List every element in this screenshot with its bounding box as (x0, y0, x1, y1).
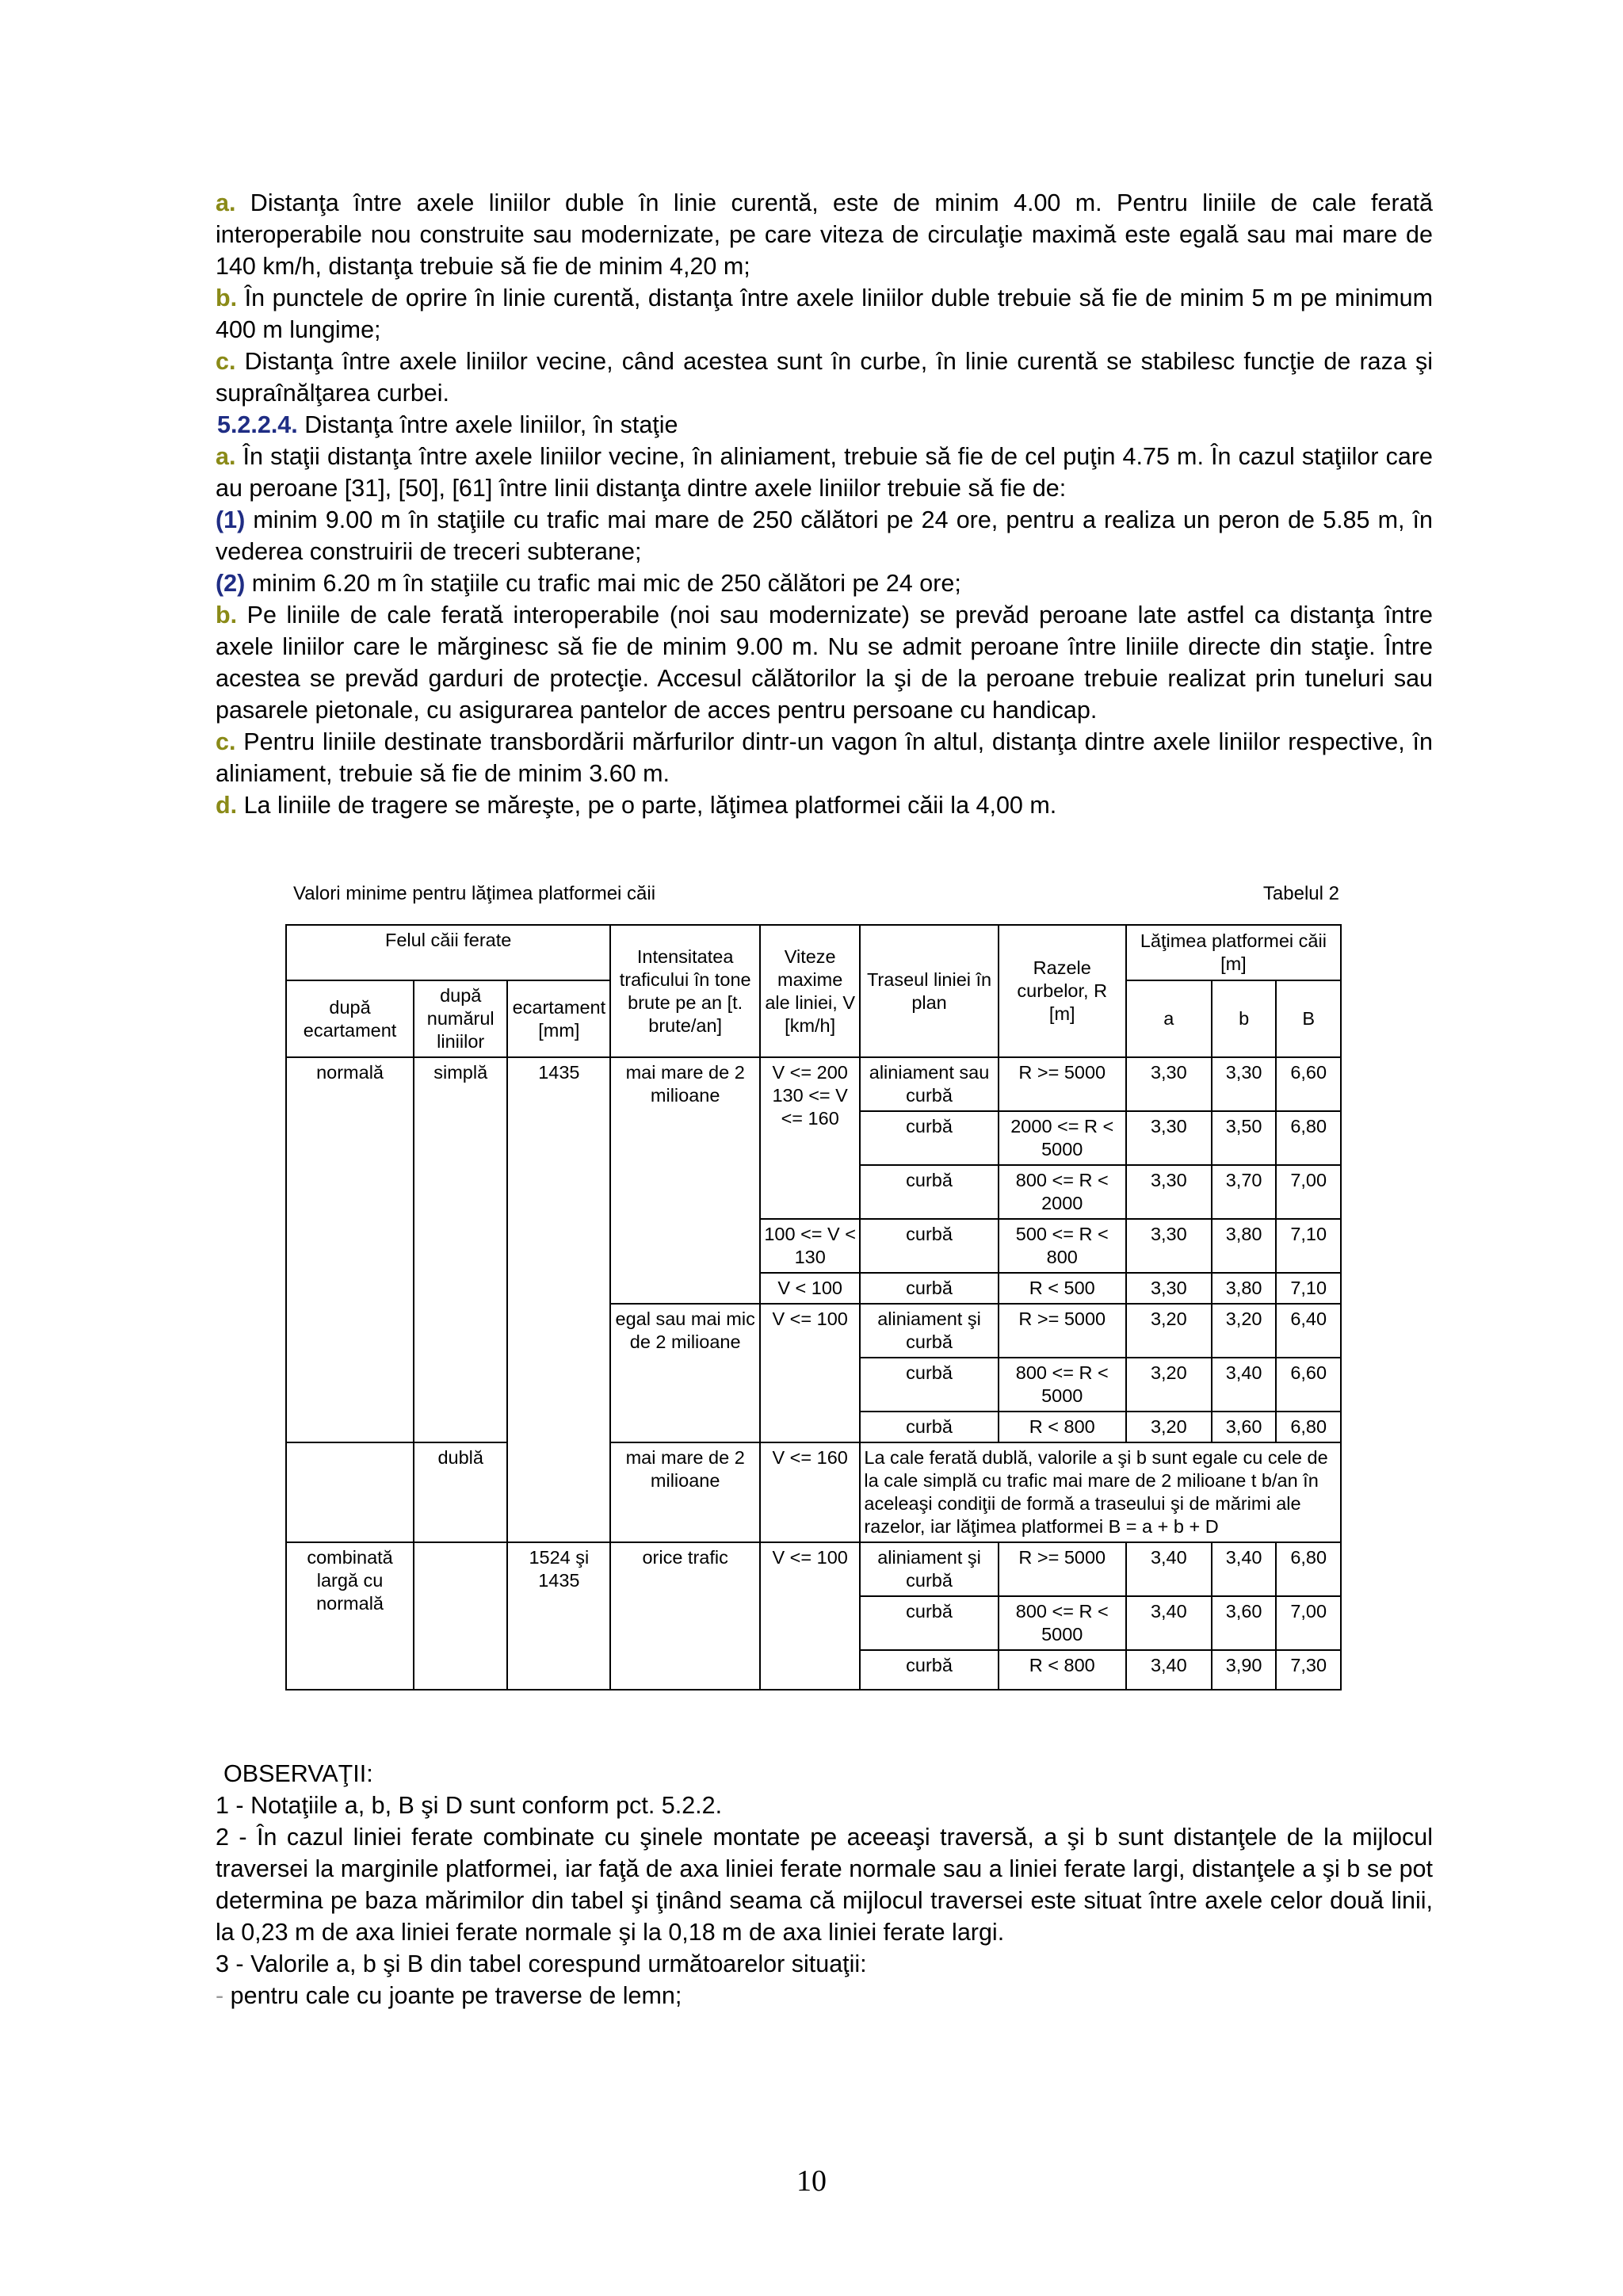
header-cell: Traseul liniei în plan (860, 925, 998, 1057)
table-cell: 100 <= V < 130 (760, 1219, 860, 1273)
table-cell: R >= 5000 (999, 1542, 1126, 1596)
table-cell: 500 <= R < 800 (999, 1219, 1126, 1273)
table-cell: mai mare de 2 milioane (610, 1057, 760, 1304)
table-cell: curbă (860, 1650, 998, 1690)
table-cell: 3,30 (1126, 1111, 1212, 1165)
table-cell: 3,60 (1212, 1412, 1277, 1442)
table-caption (293, 883, 1339, 905)
station-paragraph-a: a. În staţii distanţa între axele liniilor vecine, în aliniament, trebuie să fie de cel puţin 4.75 m. În cazul staţiilor care au peroane [31], [50], [61] între linii distanţa dintre axele liniilor trebuie să fie de: (216, 443, 1433, 502)
table-cell: curbă (860, 1111, 998, 1165)
header-cell: Felul căii ferate (286, 925, 610, 980)
table-number: Tabelul 2 (1262, 883, 1339, 904)
station-paragraph-b: b. Pe liniile de cale ferată interoperabile (noi sau modernizate) se prevăd peroane late astfel ca distanţa între axele liniilor care le mărginesc să fie de minim 9.00 m. Nu se admit peroane între liniile directe din staţie. Între acestea se prevăd garduri de protecţie. Accesul călătorilor la şi de la peroane trebuie realizat prin tuneluri sau pasarele pietonale, cu asigurarea pantelor de acces pentru persoane cu handicap. (216, 602, 1433, 724)
dash-bullet: - (216, 1982, 224, 2009)
body-text (193, 187, 1433, 821)
station-paragraph-c: c. Pentru liniile destinate transbordării mărfurilor dintr-un vagon în altul, distanţa dintre axele liniilor respective, în aliniament, trebuie să fie de minim 3.60 m. (216, 728, 1433, 787)
table-cell: 2000 <= R < 5000 (999, 1111, 1126, 1165)
table-cell: R < 800 (999, 1412, 1126, 1442)
table-cell: V <= 200 130 <= V <= 160 (760, 1057, 860, 1219)
table-cell: 3,60 (1212, 1596, 1277, 1650)
table-cell: 3,90 (1212, 1650, 1277, 1690)
table-cell: aliniament şi curbă (860, 1304, 998, 1358)
table-cell: 3,80 (1212, 1219, 1277, 1273)
table-row (286, 1542, 1341, 1596)
table-cell: normală (286, 1057, 414, 1442)
table-cell (286, 1442, 414, 1542)
table-cell: 1435 (507, 1057, 610, 1542)
table-cell: 6,80 (1276, 1412, 1341, 1442)
table-cell: dublă (414, 1442, 507, 1542)
header-cell: Razele curbelor, R [m] (999, 925, 1126, 1057)
page-number: 10 (796, 2164, 827, 2198)
table-cell: 3,20 (1212, 1304, 1277, 1358)
table-cell: R >= 5000 (999, 1304, 1126, 1358)
table-cell: 3,80 (1212, 1273, 1277, 1304)
table-cell: 3,30 (1126, 1219, 1212, 1273)
table-cell: V <= 100 (760, 1542, 860, 1690)
table-cell: aliniament şi curbă (860, 1542, 998, 1596)
table-cell: 3,50 (1212, 1111, 1277, 1165)
table-cell: orice trafic (610, 1542, 760, 1690)
header-cell: Intensitatea traficului în tone brute pe an [t. brute/an] (610, 925, 760, 1057)
observation-3: 3 - Valorile a, b şi B din tabel corespund următoarelor situaţii: (216, 1950, 867, 1977)
header-cell: după ecartament (286, 980, 414, 1057)
paragraph-a: a. Distanţa între axele liniilor duble în linie curentă, este de minim 4.00 m. Pentru liniile de cale ferată interoperabile nou construite sau modernizate, pe care viteza de circulaţie maximă este egală sau mai mare de 140 km/h, distanţa trebuie să fie de minim 4,20 m; (216, 189, 1433, 280)
table-row (286, 1442, 1341, 1542)
table-cell: curbă (860, 1412, 998, 1442)
table-cell: mai mare de 2 milioane (610, 1442, 760, 1542)
station-item-2: (2) minim 6.20 m în staţiile cu trafic mai mic de 250 călători pe 24 ore; (216, 570, 961, 597)
table-cell: 6,80 (1276, 1542, 1341, 1596)
table-cell: 800 <= R < 5000 (999, 1596, 1126, 1650)
table-cell: 800 <= R < 5000 (999, 1358, 1126, 1412)
table-cell: 6,80 (1276, 1111, 1341, 1165)
table-cell: R < 800 (999, 1650, 1126, 1690)
table-cell: V <= 100 (760, 1304, 860, 1442)
table-cell: 3,30 (1126, 1165, 1212, 1219)
table-cell: 7,00 (1276, 1596, 1341, 1650)
table-cell: combinată largă cu normală (286, 1542, 414, 1690)
table-cell: R < 500 (999, 1273, 1126, 1304)
table-cell: curbă (860, 1596, 998, 1650)
table-cell: curbă (860, 1358, 998, 1412)
table-cell: egal sau mai mic de 2 milioane (610, 1304, 760, 1442)
section-heading: 5.2.2.4. Distanţa între axele liniilor, în staţie (217, 411, 678, 438)
table-cell: 800 <= R < 2000 (999, 1165, 1126, 1219)
paragraph-c: c. Distanţa între axele liniilor vecine, când acestea sunt în curbe, în linie curentă se stabilesc funcţie de raza şi supraînălţarea curbei. (216, 348, 1433, 407)
table-cell: 3,30 (1126, 1057, 1212, 1111)
observations (193, 1758, 1433, 2011)
table-cell: V < 100 (760, 1273, 860, 1304)
table-cell: 3,40 (1212, 1542, 1277, 1596)
table-cell: 6,40 (1276, 1304, 1341, 1358)
header-cell: Viteze maxime ale liniei, V [km/h] (760, 925, 860, 1057)
station-paragraph-d: d. La liniile de tragere se măreşte, pe o parte, lăţimea platformei căii la 4,00 m. (216, 792, 1057, 819)
table-row (286, 1057, 1341, 1111)
header-cell: ecartament [mm] (507, 980, 610, 1057)
table-note-cell: La cale ferată dublă, valorile a şi b sunt egale cu cele de la cale simplă cu trafic mai mare de 2 milioane t b/an în aceleaşi condiţii de formă a traseului şi de mărimi ale razelor, iar lăţimea platformei B = a + b + D (860, 1442, 1341, 1542)
table-cell: 7,10 (1276, 1273, 1341, 1304)
table-cell: 3,40 (1212, 1358, 1277, 1412)
header-cell: a (1126, 980, 1212, 1057)
header-cell: după numărul liniilor (414, 980, 507, 1057)
table-cell: 6,60 (1276, 1057, 1341, 1111)
table-header-row (286, 925, 1341, 980)
table-cell: 3,40 (1126, 1596, 1212, 1650)
table-cell: 3,40 (1126, 1650, 1212, 1690)
table-cell: R >= 5000 (999, 1057, 1126, 1111)
table-cell: curbă (860, 1219, 998, 1273)
table-cell: 3,30 (1126, 1273, 1212, 1304)
observations-title: OBSERVAŢII: (223, 1760, 373, 1787)
table-cell: 1524 şi 1435 (507, 1542, 610, 1690)
table-cell: V <= 160 (760, 1442, 860, 1542)
table-cell: 3,40 (1126, 1542, 1212, 1596)
table-cell: 3,20 (1126, 1412, 1212, 1442)
platform-width-table (285, 924, 1342, 1690)
table-cell: 3,30 (1212, 1057, 1277, 1111)
table-cell: curbă (860, 1165, 998, 1219)
header-cell: b (1212, 980, 1277, 1057)
observation-1: 1 - Notaţiile a, b, B şi D sunt conform pct. 5.2.2. (216, 1792, 723, 1819)
observation-item: - pentru cale cu joante pe traverse de lemn; (216, 1982, 682, 2009)
table-cell: aliniament sau curbă (860, 1057, 998, 1111)
table-cell: 7,10 (1276, 1219, 1341, 1273)
paragraph-b: b. În punctele de oprire în linie curentă, distanţa între axele liniilor duble trebuie să fie de minim 5 m pe minimum 400 m lungime; (216, 285, 1433, 343)
header-cell: Lăţimea platformei căii [m] (1126, 925, 1341, 980)
table-cell: 3,70 (1212, 1165, 1277, 1219)
table-cell: 3,20 (1126, 1304, 1212, 1358)
table-cell: curbă (860, 1273, 998, 1304)
header-cell: B (1276, 980, 1341, 1057)
station-item-1: (1) minim 9.00 m în staţiile cu trafic mai mare de 250 călători pe 24 ore, pentru a realiza un peron de 5.85 m, în vederea construirii de treceri subterane; (216, 506, 1433, 565)
table-cell: 3,20 (1126, 1358, 1212, 1412)
table-cell: 7,00 (1276, 1165, 1341, 1219)
table-cell (414, 1542, 507, 1690)
table-cell: 7,30 (1276, 1650, 1341, 1690)
table-cell: simplă (414, 1057, 507, 1442)
observation-2: 2 - În cazul liniei ferate combinate cu şinele montate pe aceeaşi traversă, a şi b sunt distanţele de la mijlocul traversei la marginile platformei, iar faţă de axa liniei ferate normale sau a liniei ferate largi, distanţele a şi b se pot determina pe baza mărimilor din tabel şi ţinând seama că mijlocul traversei este situat între axele celor două linii, la 0,23 m de axa liniei ferate normale şi la 0,18 m de axa liniei ferate largi. (216, 1824, 1433, 1946)
table-caption-title: Valori minime pentru lăţimea platformei căii (293, 883, 656, 904)
table-cell: 6,60 (1276, 1358, 1341, 1412)
